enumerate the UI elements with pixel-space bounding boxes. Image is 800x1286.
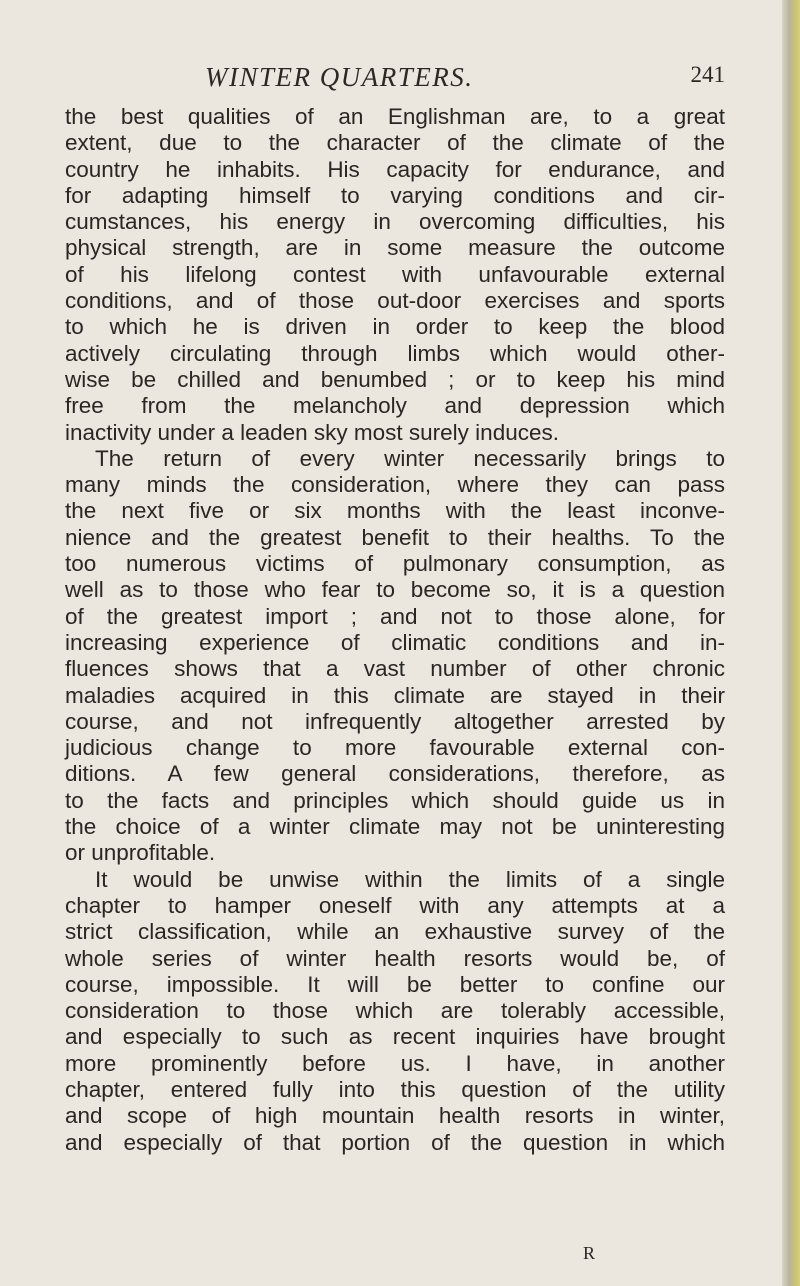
text-line: consideration to those which are tolerably accessible, xyxy=(65,998,725,1024)
text-line: or unprofitable. xyxy=(65,840,216,866)
text-line: conditions, and of those out-door exercises and sports xyxy=(65,288,725,314)
text-line: chapter to hamper oneself with any attempts at a xyxy=(65,892,725,918)
text-line: cumstances, his energy in overcoming difficulties, his xyxy=(65,209,725,235)
text-line: It would be unwise within the limits of a single xyxy=(95,866,725,892)
text-line: and especially to such as recent inquiries have brought xyxy=(65,1024,725,1050)
text-line: to which he is driven in order to keep the blood xyxy=(65,314,725,340)
text-line: course, and not infrequently altogether arrested by xyxy=(65,708,725,734)
text-line: well as to those who fear to become so, it is a question xyxy=(65,577,725,603)
text-line: judicious change to more favourable external con- xyxy=(65,735,725,761)
paragraph xyxy=(65,104,725,446)
text-line: the next five or six months with the least inconve- xyxy=(65,498,725,524)
paragraph xyxy=(65,446,725,867)
text-line: maladies acquired in this climate are stayed in their xyxy=(65,682,725,708)
text-line: increasing experience of climatic conditions and in- xyxy=(65,629,725,655)
text-line: country he inhabits. His capacity for endurance, and xyxy=(65,156,725,182)
text-line: The return of every winter necessarily brings to xyxy=(95,445,725,471)
text-line: inactivity under a leaden sky most surely induces. xyxy=(65,419,559,445)
text-line: of his lifelong contest with unfavourable external xyxy=(65,261,725,287)
text-line: fluences shows that a vast number of other chronic xyxy=(65,656,725,682)
text-line: many minds the consideration, where they can pass xyxy=(65,472,725,498)
text-line: and especially of that portion of the question in which xyxy=(65,1129,725,1155)
page-edge xyxy=(782,0,800,1286)
text-line: course, impossible. It will be better to confine our xyxy=(65,971,725,997)
text-line: actively circulating through limbs which would other- xyxy=(65,340,725,366)
text-line: the choice of a winter climate may not be uninteresting xyxy=(65,814,725,840)
text-line: whole series of winter health resorts would be, of xyxy=(65,945,725,971)
text-line: the best qualities of an Englishman are, to a great xyxy=(65,104,725,129)
text-line: free from the melancholy and depression which xyxy=(65,393,725,419)
text-line: of the greatest import ; and not to those alone, for xyxy=(65,603,725,629)
paragraph xyxy=(65,867,725,1156)
text-line: physical strength, are in some measure the outcome xyxy=(65,235,725,261)
text-line: and scope of high mountain health resorts in winter, xyxy=(65,1103,725,1129)
text-line: chapter, entered fully into this question of the utility xyxy=(65,1076,725,1102)
running-title: WINTER QUARTERS. xyxy=(205,62,474,92)
text-line: wise be chilled and benumbed ; or to keep his mind xyxy=(65,366,725,392)
text-line: for adapting himself to varying conditions and cir- xyxy=(65,182,725,208)
page-number: 241 xyxy=(690,62,725,87)
text-line: strict classification, while an exhaustive survey of the xyxy=(65,919,725,945)
text-line: too numerous victims of pulmonary consumption, as xyxy=(65,551,725,577)
text-line: nience and the greatest benefit to their healths. To the xyxy=(65,524,725,550)
text-line: extent, due to the character of the climate of the xyxy=(65,130,725,156)
text-line: more prominently before us. I have, in another xyxy=(65,1050,725,1076)
body-text xyxy=(65,104,725,1156)
text-line: ditions. A few general considerations, therefore, as xyxy=(65,761,725,787)
page-header xyxy=(205,62,725,96)
signature-mark: R xyxy=(583,1243,596,1263)
text-line: to the facts and principles which should guide us in xyxy=(65,787,725,813)
